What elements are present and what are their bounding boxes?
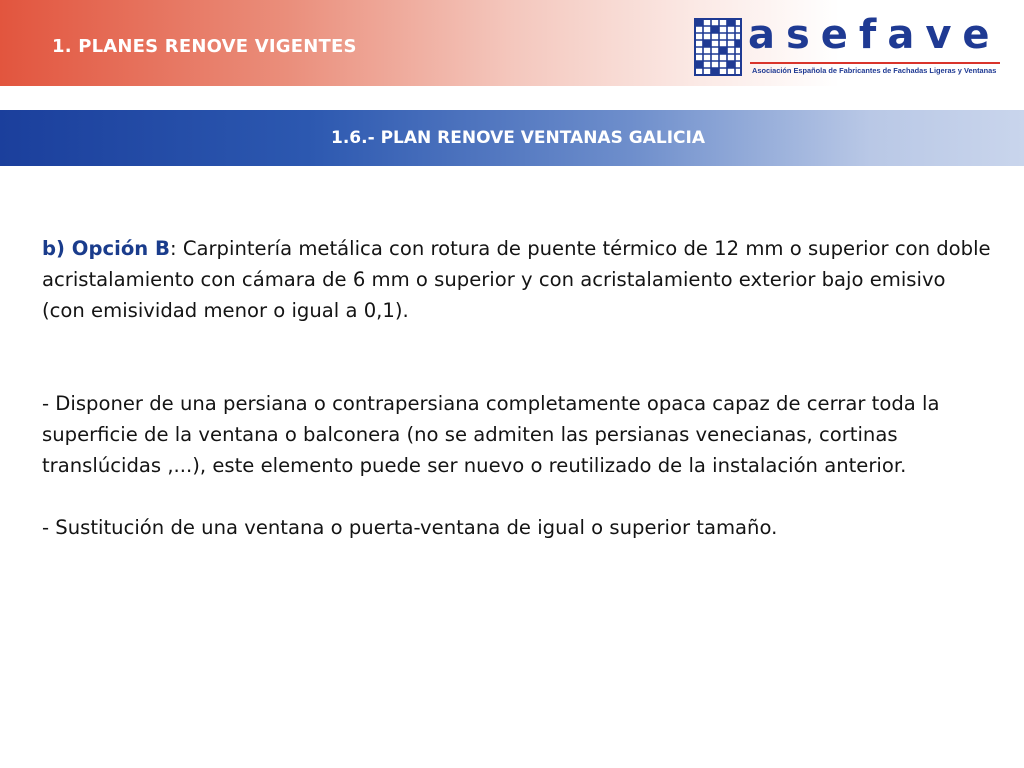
slide-content [42, 233, 992, 543]
subheader-band [0, 110, 1024, 166]
requirement-item: - Sustitución de una ventana o puerta-ventana de igual o superior tamaño. [42, 516, 778, 539]
logo-subtitle: Asociación Española de Fabricantes de Fachadas Ligeras y Ventanas [752, 66, 997, 75]
logo-divider [750, 62, 1000, 64]
section-title: 1. PLANES RENOVE VIGENTES [52, 36, 357, 57]
option-text: : Carpintería metálica con rotura de puente térmico de 12 mm o superior con doble acristalamiento con cámara de 6 mm o superior y con acristalamiento exterior bajo emisivo (con emisividad menor o igual a 0,1). [42, 237, 991, 322]
option-paragraph [42, 233, 992, 326]
subheader-title: 1.6.- PLAN RENOVE VENTANAS GALICIA [331, 128, 705, 148]
logo-wordmark: asefave [748, 12, 1001, 58]
asefave-logo [694, 12, 1006, 78]
window-grid-icon [694, 18, 742, 76]
requirement-item: - Disponer de una persiana o contrapersiana completamente opaca capaz de cerrar toda la superficie de la ventana o balconera (no se admiten las persianas venecianas, cortinas translúcidas ,...), este elemento puede ser nuevo o reutilizado de la instalación anterior. [42, 392, 940, 477]
option-label: b) Opción B [42, 237, 170, 260]
